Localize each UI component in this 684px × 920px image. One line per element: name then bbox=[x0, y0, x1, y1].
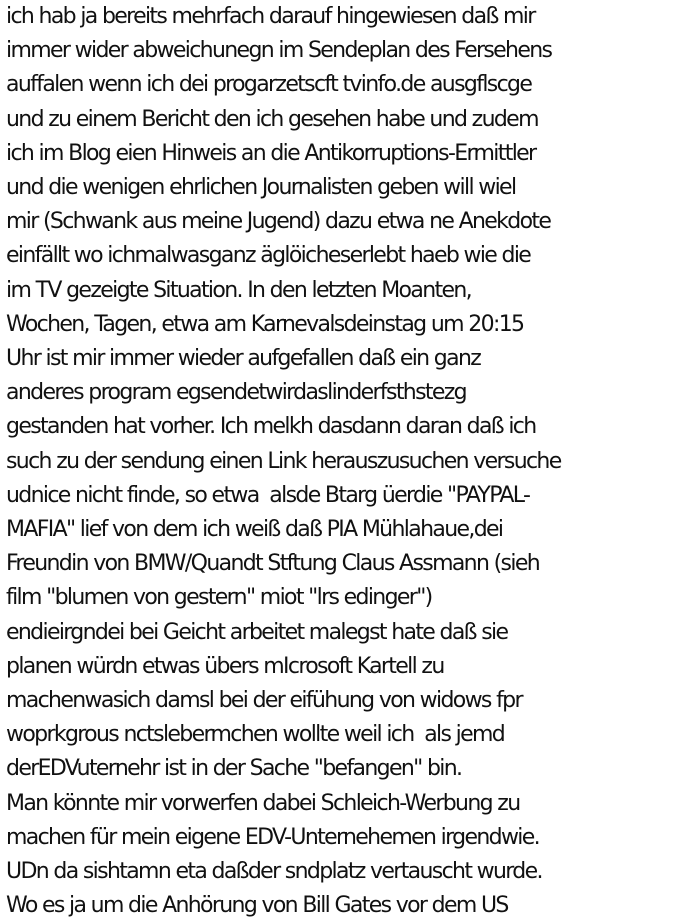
text-line: Freundin von BMW/Quandt Stftung Claus Assmann (sieh bbox=[6, 551, 539, 577]
text-line: udnice nicht finde, so etwa alsde Btarg üerdie "PAYPAL- bbox=[6, 482, 530, 508]
text-line: planen würdn etwas übers mIcrosoft Kartell zu bbox=[6, 653, 444, 679]
text-line: gestanden hat vorher. Ich melkh dasdann daran daß ich bbox=[6, 414, 536, 440]
text-line: immer wider abweichunegn im Sendeplan des Fersehens bbox=[6, 38, 552, 64]
text-line: film "blumen von gestern" miot "lrs edinger") bbox=[6, 585, 432, 611]
text-line: Uhr ist mir immer wieder aufgefallen daß ein ganz bbox=[6, 346, 481, 372]
text-line: einfällt wo ichmalwasganz äglöicheserlebt haeb wie die bbox=[6, 243, 531, 269]
text-line: ich im Blog eien Hinweis an die Antikorruptions-Ermittler bbox=[6, 140, 536, 166]
text-line: UDn da sishtamn eta daßder sndplatz vertauscht wurde. bbox=[6, 859, 542, 885]
text-line: such zu der sendung einen Link herauszusuchen versuche bbox=[6, 448, 561, 474]
text-line: woprkgrous nctslebermchen wollte weil ich als jemd bbox=[6, 722, 505, 748]
text-line: machen für mein eigene EDV-Unternehemen irgendwie. bbox=[6, 824, 539, 850]
text-line: Man könnte mir vorwerfen dabei Schleich-Werbung zu bbox=[6, 790, 520, 816]
text-line: derEDVuternehr ist in der Sache "befangen" bin. bbox=[6, 756, 462, 782]
text-line: und zu einem Bericht den ich gesehen habe und zudem bbox=[6, 106, 538, 132]
text-line: Wo es ja um die Anhörung von Bill Gates vor dem US bbox=[6, 893, 508, 919]
text-line: ich hab ja bereits mehrfach darauf hingewiesen daß mir bbox=[6, 4, 535, 29]
text-line: anderes program egsendetwirdaslinderfsthstezg bbox=[6, 380, 466, 406]
text-line: im TV gezeigte Situation. In den letzten Moanten, bbox=[6, 277, 471, 303]
text-line: endieirgndei bei Geicht arbeitet malegst hate daß sie bbox=[6, 619, 508, 645]
text-line: mir (Schwank aus meine Jugend) dazu etwa ne Anekdote bbox=[6, 209, 551, 235]
text-line: auffalen wenn ich dei progarzetscft tvinfo.de ausgflscge bbox=[6, 72, 532, 98]
text-line: und die wenigen ehrlichen Journalisten geben will wiel bbox=[6, 175, 516, 201]
text-line: Wochen, Tagen, etwa am Karnevalsdeinstag um 20:15 bbox=[6, 311, 524, 337]
text-line: machenwasich damsl bei der eifühung von widows fpr bbox=[6, 688, 522, 714]
text-line: MAFIA" lief von dem ich weiß daß PIA Mühlahaue,dei bbox=[6, 517, 503, 543]
